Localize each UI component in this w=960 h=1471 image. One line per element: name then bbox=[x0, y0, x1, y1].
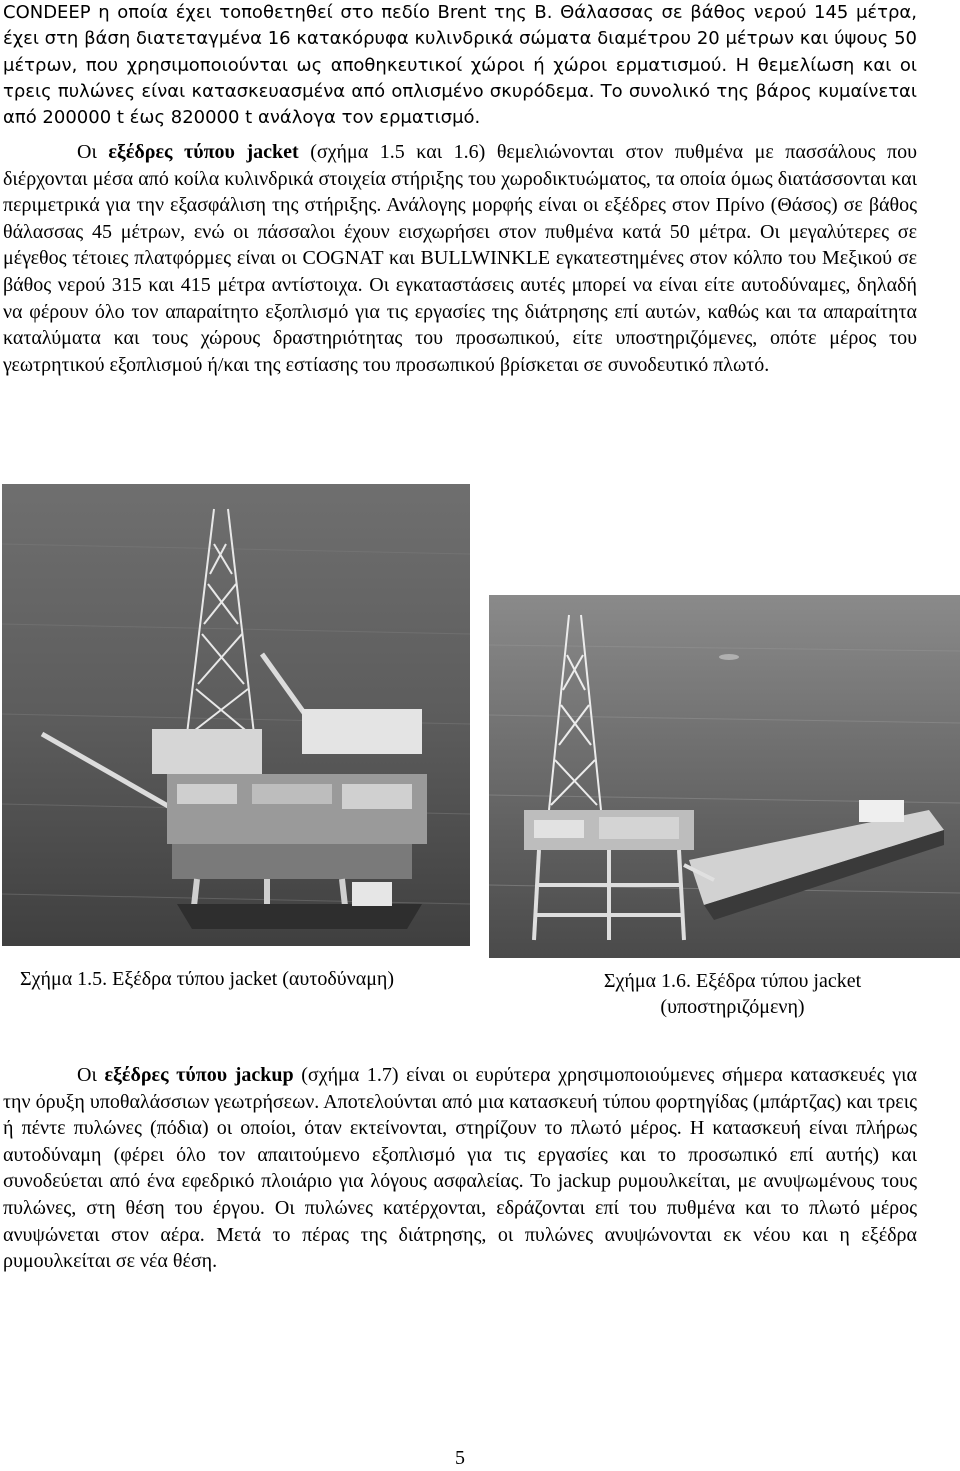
figure-1-6-caption bbox=[555, 968, 910, 1020]
figure-1-5-caption-text: Σχήμα 1.5. Εξέδρα τύπου jacket (αυτοδύναμη) bbox=[20, 968, 395, 990]
paragraph-intro-text: CONDEEP η οποία έχει τοποθετηθεί στο πεδίο Brent της Β. Θάλασσας σε βάθος νερού 145 μέτρα, έχει στη βάση διατεταγμένα 16 κατακόρυφα κυλινδρικά σώματα διαμέτρου 20 μέτρων και ύψους 50 μέτρων, που χρησιμοποιούνται ως αποθηκευτικοί χώροι ή χώροι ερματισμού. Η θεμελίωση και οι τρεις πυλώνες είναι κατασκευασμένα από οπλισμένο σκυρόδεμα. Το συνολικό της βάρος κυμαίνεται από 200000 t έως 820000 t ανάλογα τον ερματισμό. bbox=[3, 2, 917, 129]
paragraph-jackup-lead: Οι bbox=[77, 1064, 105, 1086]
paragraph-jacket-text: (σχήμα 1.5 και 1.6) θεμελιώνονται στον πυθμένα με πασσάλους που διέρχονται μέσα από κοίλα κυλινδρικά στοιχεία στήριξης του χωροδικτυώματος, τα οποία όμως διατάσσονται και περιμετρικά για την εξασφάλιση της στήριξης. Ανάλογης μορφής είναι οι εξέδρες στον Πρίνο (Θάσος) σε βάθος θάλασσας 45 μέτρων, ενώ οι πάσσαλοι έχουν εισχωρήσει στον πυθμένα κατά 50 μέτρα. Οι μεγαλύτερες σε μέγεθος τέτοιες πλατφόρμες είναι οι COGNAT και BULLWINKLE εγκατεστημένες στον κόλπο του Μεξικού σε βάθος νερού 315 και 415 μέτρα αντίστοιχα. Οι εγκαταστάσεις αυτές μπορεί να είναι είτε αυτοδύναμες, δηλαδή να φέρουν όλο τον απαραίτητο εξοπλισμό για τις εργασίες της διάτρησης επί αυτών, καθώς και τα απαραίτητα καταλύματα και τους χώρους δραστηριότητας του προσωπικού, είτε υποστηριζόμενες, οπότε μέρος του γεωτρητικού εξοπλισμού ή/και της εστίασης του προσωπικού βρίσκεται σε συνοδευτικό πλωτό. bbox=[3, 141, 917, 376]
page-number: 5 bbox=[455, 1447, 465, 1469]
figure-1-6-caption-line2: (υποστηριζόμενη) bbox=[660, 996, 805, 1018]
paragraph-jackup bbox=[3, 1062, 917, 1275]
figure-1-6-caption-line1: Σχήμα 1.6. Εξέδρα τύπου jacket bbox=[603, 970, 862, 992]
paragraph-intro bbox=[3, 0, 917, 131]
figure-1-5-caption bbox=[20, 966, 440, 992]
paragraph-jacket bbox=[3, 139, 917, 378]
paragraph-jackup-text: (σχήμα 1.7) είναι οι ευρύτερα χρησιμοποιούμενες σήμερα κατασκευές για την όρυξη υποθαλάσσιων γεωτρήσεων. Αποτελούνται από μια κατασκευή τύπου φορτηγίδας (μπάρτζας) και τρεις ή πέντε πυλώνες (πόδια) οι οποίοι, όταν εκτείνονται, στηρίζουν το πλωτό μέρος. Η κατασκευή είναι πλήρως αυτοδύναμη (φέρει όλο τον απαιτούμενο εξοπλισμό για τις εργασίες και το προσωπικό επί αυτής) και συνοδεύεται από ένα εφεδρικό πλοιάριο για λόγους ασφαλείας. Το jackup ρυμουλκείται, με ανυψωμένους τους πυλώνες, στη θέση του έργου. Οι πυλώνες κατέρχονται, εδράζονται επί του πυθμένα και το πλωτό μέρος ανυψώνεται στον αέρα. Μετά το πέρας της διάτρησης, οι πυλώνες ανυψώνονται εκ νέου και η εξέδρα ρυμουλκείται σε νέα θέση. bbox=[3, 1064, 917, 1273]
paragraph-jacket-term: εξέδρες τύπου jacket bbox=[108, 141, 299, 163]
paragraph-jacket-lead: Οι bbox=[77, 141, 109, 163]
paragraph-jackup-term: εξέδρες τύπου jackup bbox=[104, 1064, 294, 1086]
figure-1-6-photo bbox=[489, 595, 960, 958]
figure-1-5-photo bbox=[2, 484, 470, 958]
